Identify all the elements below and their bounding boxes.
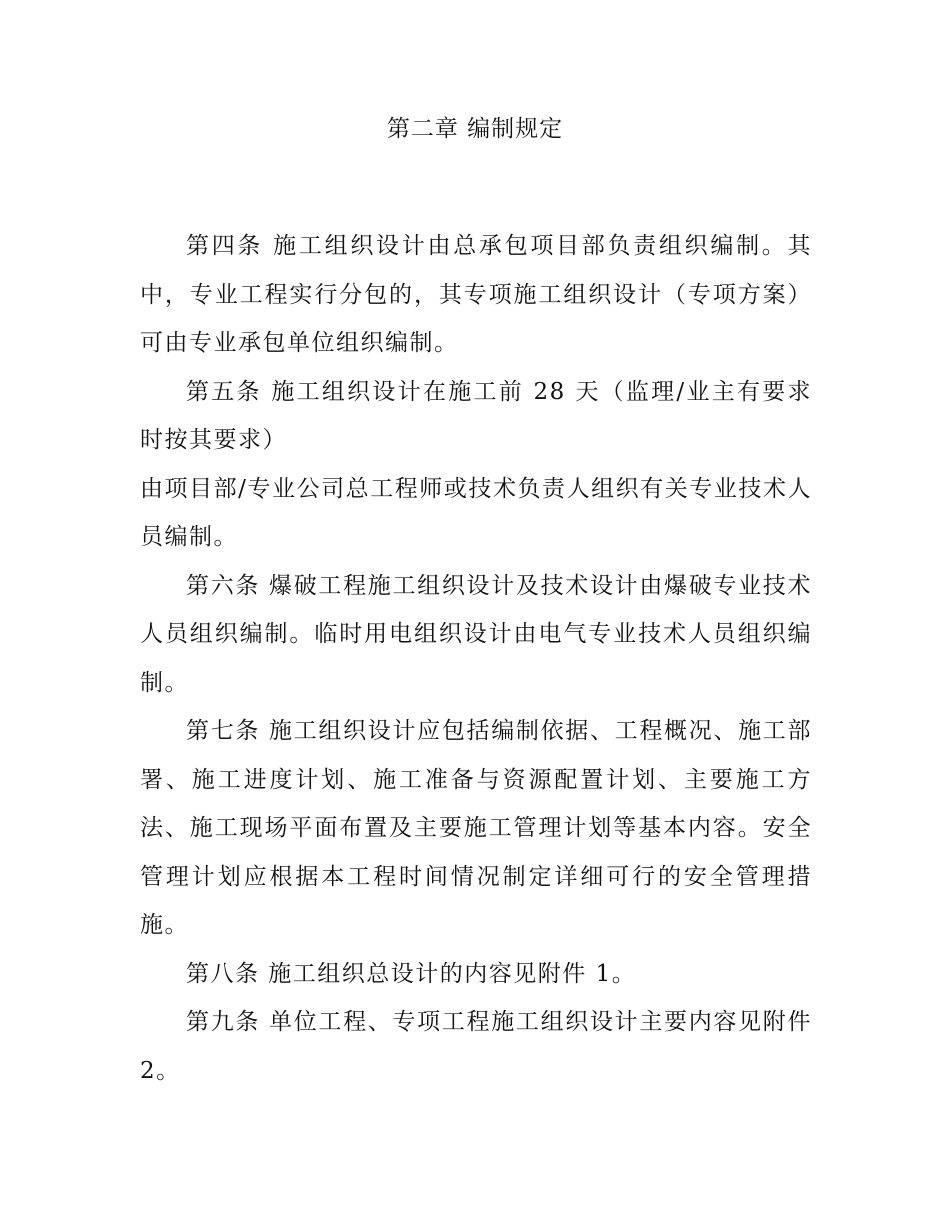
article-4-paragraph: 第四条 施工组织设计由总承包项目部负责组织编制。其中，专业工程实行分包的，其专项施工组织设计（专项方案）可由专业承包单位组织编制。 [140,233,812,356]
article-9-paragraph: 第九条 单位工程、专项工程施工组织设计主要内容见附件 2。 [140,1009,812,1084]
article-5-paragraph: 第五条 施工组织设计在施工前 28 天（监理/业主有要求时按其要求） [140,378,812,453]
chapter-title: 第二章 编制规定 [386,116,564,142]
article-8-paragraph: 第八条 施工组织总设计的内容见附件 1。 [186,960,637,987]
article-6-paragraph: 第六条 爆破工程施工组织设计及技术设计由爆破专业技术人员组织编制。临时用电组织设计由电气专业技术人员组织编制。 [140,572,812,696]
article-7-paragraph: 第七条 施工组织设计应包括编制依据、工程概况、施工部署、施工进度计划、施工准备与资源配置计划、主要施工方法、施工现场平面布置及主要施工管理计划等基本内容。安全管理计划应根据本工程时间情况制定详细可行的安全管理措施。 [140,718,812,938]
article-5-continuation: 由项目部/专业公司总工程师或技术负责人组织有关专业技术人员编制。 [140,475,812,550]
document-body [140,222,812,1095]
